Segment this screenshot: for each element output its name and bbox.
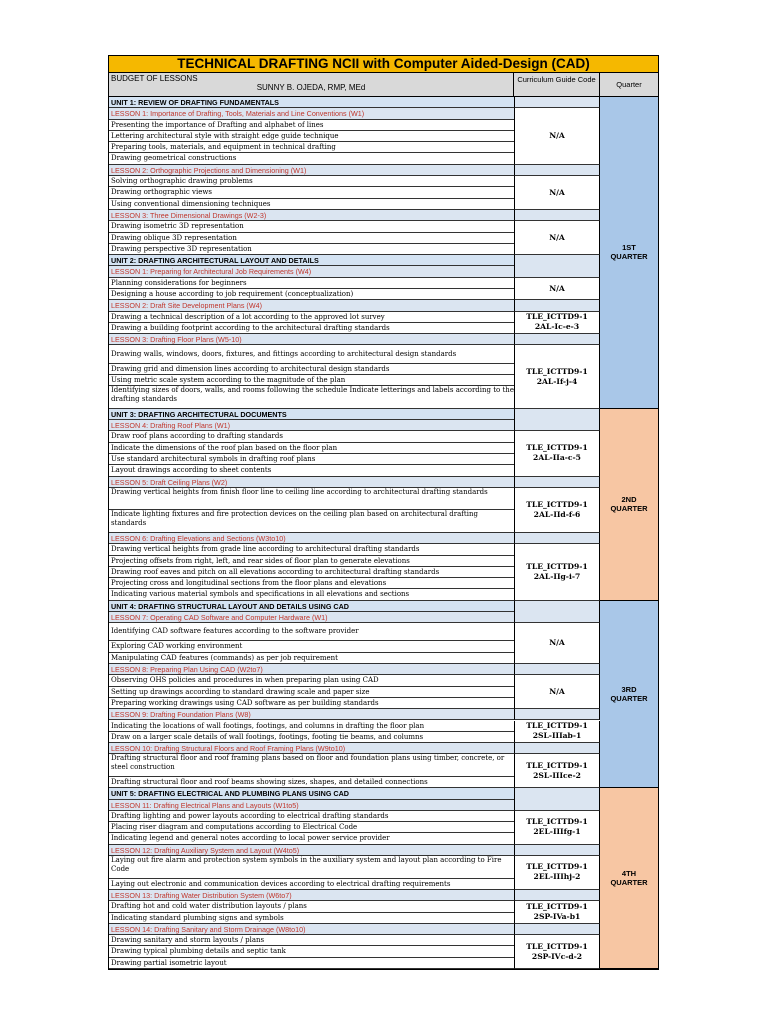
competency-row: Preparing tools, materials, and equipment in technical drafting — [109, 142, 514, 153]
competency-row: Drawing typical plumbing details and septic tank — [109, 946, 514, 957]
curriculum-code-cell: TLE_ICTTD9-12AL-If-j-4 — [514, 345, 600, 408]
competency-row: Using conventional dimensioning techniques — [109, 199, 514, 210]
competency-row: Drawing perspective 3D representation — [109, 244, 514, 255]
lesson-row: LESSON 10: Drafting Structural Floors and Roof Framing Plans (W9to10) — [109, 743, 514, 754]
quarter-cell: 3RD QUARTER — [600, 601, 658, 789]
competency-row: Drawing walls, windows, doors, fixtures, and fittings according to architectural design standards — [109, 345, 514, 363]
competency-row: Drawing orthographic views — [109, 187, 514, 198]
unit-row: UNIT 5: DRAFTING ELECTRICAL AND PLUMBING PLANS USING CAD — [109, 788, 514, 799]
competency-row: Drawing oblique 3D representation — [109, 233, 514, 244]
curriculum-code-cell: TLE_ICTTD9-12SL-IIIab-1 — [514, 721, 600, 744]
budget-of-lessons-sheet — [108, 55, 659, 970]
empty-code-cell — [514, 788, 600, 811]
competency-row: Drawing a building footprint according to the architectural drafting standards — [109, 323, 514, 334]
curriculum-code-cell: N/A — [514, 278, 600, 301]
quarter-column-header: Quarter — [600, 73, 658, 97]
curriculum-code-cell: TLE_ICTTD9-12AL-Ic-e-3 — [514, 312, 600, 335]
curriculum-code-cell: N/A — [514, 108, 600, 164]
curriculum-code-cell: N/A — [514, 675, 600, 709]
curriculum-code-cell: TLE_ICTTD9-12EL-IIIfg-1 — [514, 811, 600, 845]
lesson-row: LESSON 14: Drafting Sanitary and Storm Drainage (W8to10) — [109, 924, 514, 935]
empty-code-cell — [514, 743, 600, 754]
lesson-row: LESSON 1: Preparing for Architectural Job Requirements (W4) — [109, 266, 514, 277]
lesson-row: LESSON 11: Drafting Electrical Plans and Layouts (W1to5) — [109, 800, 514, 811]
competency-row: Drawing geometrical constructions — [109, 153, 514, 164]
competency-row: Drawing vertical heights from finish floor line to ceiling line according to architectural drafting standards — [109, 488, 514, 511]
competency-row: Indicating legend and general notes according to local power service provider — [109, 833, 514, 844]
empty-code-cell — [514, 334, 600, 345]
competency-row: Solving orthographic drawing problems — [109, 176, 514, 187]
lesson-row: LESSON 7: Operating CAD Software and Computer Hardware (W1) — [109, 612, 514, 623]
empty-code-cell — [514, 300, 600, 311]
lesson-row: LESSON 2: Orthographic Projections and Dimensioning (W1) — [109, 165, 514, 176]
empty-code-cell — [514, 210, 600, 221]
competency-row: Laying out fire alarm and protection system symbols in the auxiliary system and layout plan according to Fire Code — [109, 856, 514, 879]
competency-row: Indicate the dimensions of the roof plan based on the floor plan — [109, 443, 514, 454]
header-budget-cell — [109, 73, 514, 97]
curriculum-code-cell: N/A — [514, 176, 600, 210]
empty-code-cell — [514, 601, 600, 624]
lesson-row: LESSON 2: Draft Site Development Plans (W4) — [109, 300, 514, 311]
lesson-row: LESSON 6: Drafting Elevations and Sections (W3to10) — [109, 533, 514, 544]
competency-row: Drawing vertical heights from grade line according to architectural drafting standards — [109, 544, 514, 555]
curriculum-code-cell: TLE_ICTTD9-12SP-IVa-b1 — [514, 901, 600, 924]
competency-row: Draw on a larger scale details of wall footings, footings, footing tie beams, and columns — [109, 732, 514, 743]
competency-row: Indicating standard plumbing signs and symbols — [109, 913, 514, 924]
curriculum-code-cell: TLE_ICTTD9-12SL-IIIce-2 — [514, 754, 600, 788]
competency-row: Setting up drawings according to standard drawing scale and paper size — [109, 687, 514, 698]
lesson-row: LESSON 5: Draft Ceiling Plans (W2) — [109, 477, 514, 488]
competency-row: Using metric scale system according to the magnitude of the plan — [109, 375, 514, 386]
lesson-row: LESSON 4: Drafting Roof Plans (W1) — [109, 420, 514, 431]
empty-code-cell — [514, 890, 600, 901]
empty-code-cell — [514, 97, 600, 108]
empty-code-cell — [514, 845, 600, 856]
competency-row: Exploring CAD working environment — [109, 641, 514, 652]
competency-row: Placing riser diagram and computations according to Electrical Code — [109, 822, 514, 833]
competency-row: Projecting cross and longitudinal sections from the floor plans and elevations — [109, 578, 514, 589]
empty-code-cell — [514, 255, 600, 278]
competency-row: Preparing working drawings using CAD software as per building standards — [109, 698, 514, 709]
lesson-row: LESSON 3: Drafting Floor Plans (W5-10) — [109, 334, 514, 345]
lesson-row: LESSON 1: Importance of Drafting, Tools, Materials and Line Conventions (W1) — [109, 108, 514, 119]
empty-code-cell — [514, 709, 600, 720]
competency-row: Manipulating CAD features (commands) as per job requirement — [109, 653, 514, 664]
empty-code-cell — [514, 533, 600, 544]
competency-row: Drawing isometric 3D representation — [109, 221, 514, 232]
lesson-row: LESSON 3: Three Dimensional Drawings (W2-3) — [109, 210, 514, 221]
competency-row: Lettering architectural style with straight edge guide technique — [109, 131, 514, 142]
competency-row: Projecting offsets from right, left, and rear sides of floor plan to generate elevations — [109, 556, 514, 567]
code-column-header: Curriculum Guide Code — [514, 73, 600, 97]
curriculum-code-cell: N/A — [514, 221, 600, 255]
quarter-cell: 2ND QUARTER — [600, 409, 658, 601]
document-title: TECHNICAL DRAFTING NCII with Computer Aided-Design (CAD) — [109, 56, 658, 73]
empty-code-cell — [514, 664, 600, 675]
competency-row: Indicating the locations of wall footings, footings, and columns in drafting the floor plan — [109, 721, 514, 732]
competency-row: Identifying CAD software features according to the software provider — [109, 623, 514, 641]
competency-row: Observing OHS policies and procedures in when preparing plan using CAD — [109, 675, 514, 686]
lesson-row: LESSON 12: Drafting Auxiliary System and Layout (W4to5) — [109, 845, 514, 856]
empty-code-cell — [514, 477, 600, 488]
empty-code-cell — [514, 165, 600, 176]
curriculum-code-cell: TLE_ICTTD9-12SP-IVc-d-2 — [514, 935, 600, 969]
empty-code-cell — [514, 924, 600, 935]
competency-row: Drawing roof eaves and pitch on all elevations according to architectural drafting standards — [109, 567, 514, 578]
competency-row: Drawing grid and dimension lines according to architectural design standards — [109, 364, 514, 375]
lesson-row: LESSON 9: Drafting Foundation Plans (W8) — [109, 709, 514, 720]
competency-row: Drafting structural floor and roof framing plans based on floor and foundation plans using timber, concrete, or steel construction — [109, 754, 514, 777]
quarter-cell: 4TH QUARTER — [600, 788, 658, 969]
quarter-cell: 1ST QUARTER — [600, 97, 658, 409]
competency-row: Drafting lighting and power layouts according to electrical drafting standards — [109, 811, 514, 822]
author-name: SUNNY B. OJEDA, RMP, MEd — [256, 83, 366, 92]
curriculum-code-cell: TLE_ICTTD9-12AL-IIa-c-5 — [514, 431, 600, 476]
competency-row: Identifying sizes of doors, walls, and rooms following the schedule Indicate letterings and labels according to the drafting standards — [109, 386, 514, 409]
curriculum-code-cell: N/A — [514, 623, 600, 664]
competency-row: Laying out electronic and communication devices according to electrical drafting requirements — [109, 879, 514, 890]
lesson-row: LESSON 8: Preparing Plan Using CAD (W2to7) — [109, 664, 514, 675]
unit-row: UNIT 1: REVIEW OF DRAFTING FUNDAMENTALS — [109, 97, 514, 108]
lesson-row: LESSON 13: Drafting Water Distribution System (W6to7) — [109, 890, 514, 901]
competency-row: Drafting hot and cold water distribution layouts / plans — [109, 901, 514, 912]
competency-row: Use standard architectural symbols in drafting roof plans — [109, 454, 514, 465]
curriculum-code-cell: TLE_ICTTD9-12AL-IIg-i-7 — [514, 544, 600, 600]
unit-row: UNIT 3: DRAFTING ARCHITECTURAL DOCUMENTS — [109, 409, 514, 420]
competency-row: Draw roof plans according to drafting standards — [109, 431, 514, 442]
competency-row: Drawing a technical description of a lot according to the approved lot survey — [109, 312, 514, 323]
unit-row: UNIT 2: DRAFTING ARCHITECTURAL LAYOUT AND DETAILS — [109, 255, 514, 266]
curriculum-code-cell: TLE_ICTTD9-12EL-IIIhj-2 — [514, 856, 600, 890]
competency-row: Indicating various material symbols and specifications in all elevations and sections — [109, 589, 514, 600]
competency-row: Drafting structural floor and roof beams showing sizes, shapes, and detailed connections — [109, 777, 514, 788]
competency-row: Drawing sanitary and storm layouts / plans — [109, 935, 514, 946]
empty-code-cell — [514, 409, 600, 432]
competency-row: Designing a house according to job requirement (conceptualization) — [109, 289, 514, 300]
competency-row: Presenting the importance of Drafting and alphabet of lines — [109, 120, 514, 131]
competency-row: Layout drawings according to sheet contents — [109, 465, 514, 476]
competency-row: Drawing partial isometric layout — [109, 958, 514, 969]
competency-row: Planning considerations for beginners — [109, 278, 514, 289]
curriculum-code-cell: TLE_ICTTD9-12AL-IId-f-6 — [514, 488, 600, 533]
unit-row: UNIT 4: DRAFTING STRUCTURAL LAYOUT AND DETAILS USING CAD — [109, 601, 514, 612]
budget-label: BUDGET OF LESSONS — [111, 74, 198, 83]
competency-row: Indicate lighting fixtures and fire protection devices on the ceiling plan based on architectural drafting standards — [109, 510, 514, 533]
